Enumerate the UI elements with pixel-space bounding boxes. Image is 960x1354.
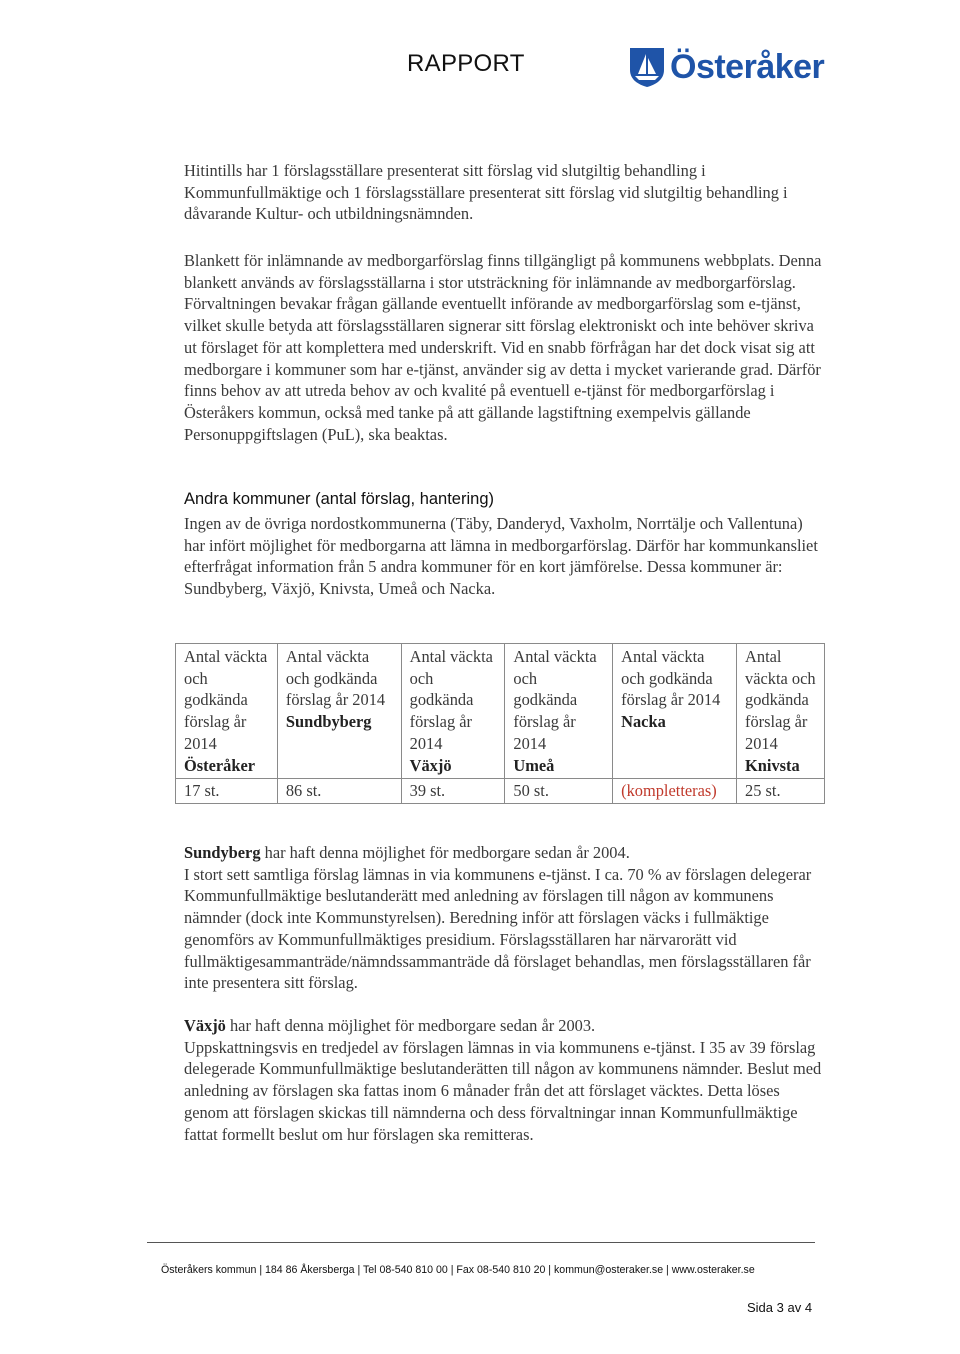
table-header-cell: Antal väckta och godkända förslag år 2014 Umeå <box>505 644 613 779</box>
table-header-cell: Antal väckta och godkända förslag år 2014 Växjö <box>401 644 505 779</box>
section-intro: Ingen av de övriga nordostkommunerna (Täby, Danderyd, Vaxholm, Norrtälje och Vallentuna) har infört möjlighet för medborgarna att lämna in medborgarförslag. Därför har kommunkansliet efterfrågat information från 5 andra kommuner för en kort jämförelse. Dessa kommuner är: Sundbyberg, Växjö, Knivsta, Umeå och Nacka. <box>184 514 818 599</box>
table-row <box>176 779 825 804</box>
paragraph-2: Blankett för inlämnande av medborgarförslag finns tillgängligt på kommunens webbplats. Denna blankett används av förslagsställarna i stor utsträckning för inlämnande av medborgarförslag. Förvaltningen bevakar frågan gällande eventuellt införande av medborgarförslag som e-tjänst, vilket skulle betyda att förslagsställaren signerar sitt förslag elektroniskt och inte behöver skriva ut förslaget för att komplettera med underskrift. Vid en snabb förfrågan har det dock visat sig att medborgare i kommuner som har e-tjänst, använder sig av detta i mycket varierande grad. Därför finns behov av att utreda behov av och kvalité på eventuell e-tjänst för medborgarförslag i Österåkers kommun, också med tanke på att gällande lagstiftning exempelvis gällande Personuppgiftslagen (PuL), ska beaktas. <box>184 251 822 444</box>
page-number: Sida 3 av 4 <box>747 1300 813 1315</box>
vaxjo-paragraph: Växjö har haft denna möjlighet för medborgare sedan år 2003. Uppskattningsvis en tredjedel av förslagen lämnas in via kommunens e-tjänst. I 35 av 39 förslag delegerade Kommunfullmäktige beslutanderätten till någon av kommunens nämnder. Beslut med anledning av förslagen ska fattas inom 6 månader från det att förslaget väcktes. Detta löses genom att förslagen skickas till nämnderna och dess förvaltningar innan Kommunfullmäktige fattat formellt beslut om hur förslagen ska remitteras. <box>184 1016 822 1144</box>
crest-icon <box>628 46 666 88</box>
sundbyberg-paragraph: Sundyberg har haft denna möjlighet för medborgare sedan år 2004. I stort sett samtliga förslag lämnas in via kommunens e-tjänst. I ca. 70 % av förslagen delegerar Kommunfullmäktige beslutanderätt med anledning av förslagen till någon av kommunens nämnder (dock inte Kommunstyrelsen). Beredning inför att förslagen väcks i fullmäktige genomförs av Kommunfullmäktiges presidium. Förslagsställaren har närvarorätt vid fullmäktigesammanträde/nämndssammanträde då förslaget behandlas, men förslagsställaren får inte presentera sitt förslag. <box>184 843 812 993</box>
table-header-cell: Antal väckta och godkända förslag år 2014 Sundbyberg <box>277 644 401 779</box>
table-cell: 17 st. <box>176 779 278 804</box>
paragraph-1: Hitintills har 1 förslagsställare presenterat sitt förslag vid slutgiltig behandling i Kommunfullmäktige och 1 förslagsställare presenterat sitt förslag vid slutgiltig behandling i dåvarande Kultur- och utbildningsnämnden. <box>184 161 788 224</box>
osteraker-logo <box>628 46 824 88</box>
table-header-cell: Antal väckta och godkända förslag år 2014 Knivsta <box>737 644 825 779</box>
report-title: RAPPORT <box>407 50 525 77</box>
table-header-row <box>176 644 825 779</box>
table-cell: 39 st. <box>401 779 505 804</box>
kommun-name: Sundyberg <box>184 843 261 862</box>
section-heading: Andra kommuner (antal förslag, hantering) <box>184 490 494 508</box>
table-cell: (kompletteras) <box>613 779 737 804</box>
table-cell: 25 st. <box>737 779 825 804</box>
table-cell: 50 st. <box>505 779 613 804</box>
table-header-cell: Antal väckta och godkända förslag år 2014 Nacka <box>613 644 737 779</box>
logo-text: Österåker <box>670 47 825 86</box>
comparison-table <box>175 643 825 804</box>
table-cell: 86 st. <box>277 779 401 804</box>
footer-divider <box>147 1242 815 1243</box>
table-header-cell: Antal väckta och godkända förslag år 2014 Österåker <box>176 644 278 779</box>
kommun-name: Växjö <box>184 1016 226 1035</box>
footer-contact: Österåkers kommun | 184 86 Åkersberga | Tel 08-540 810 00 | Fax 08-540 810 20 | kommun@osteraker.se | www.osteraker.se <box>161 1264 755 1276</box>
